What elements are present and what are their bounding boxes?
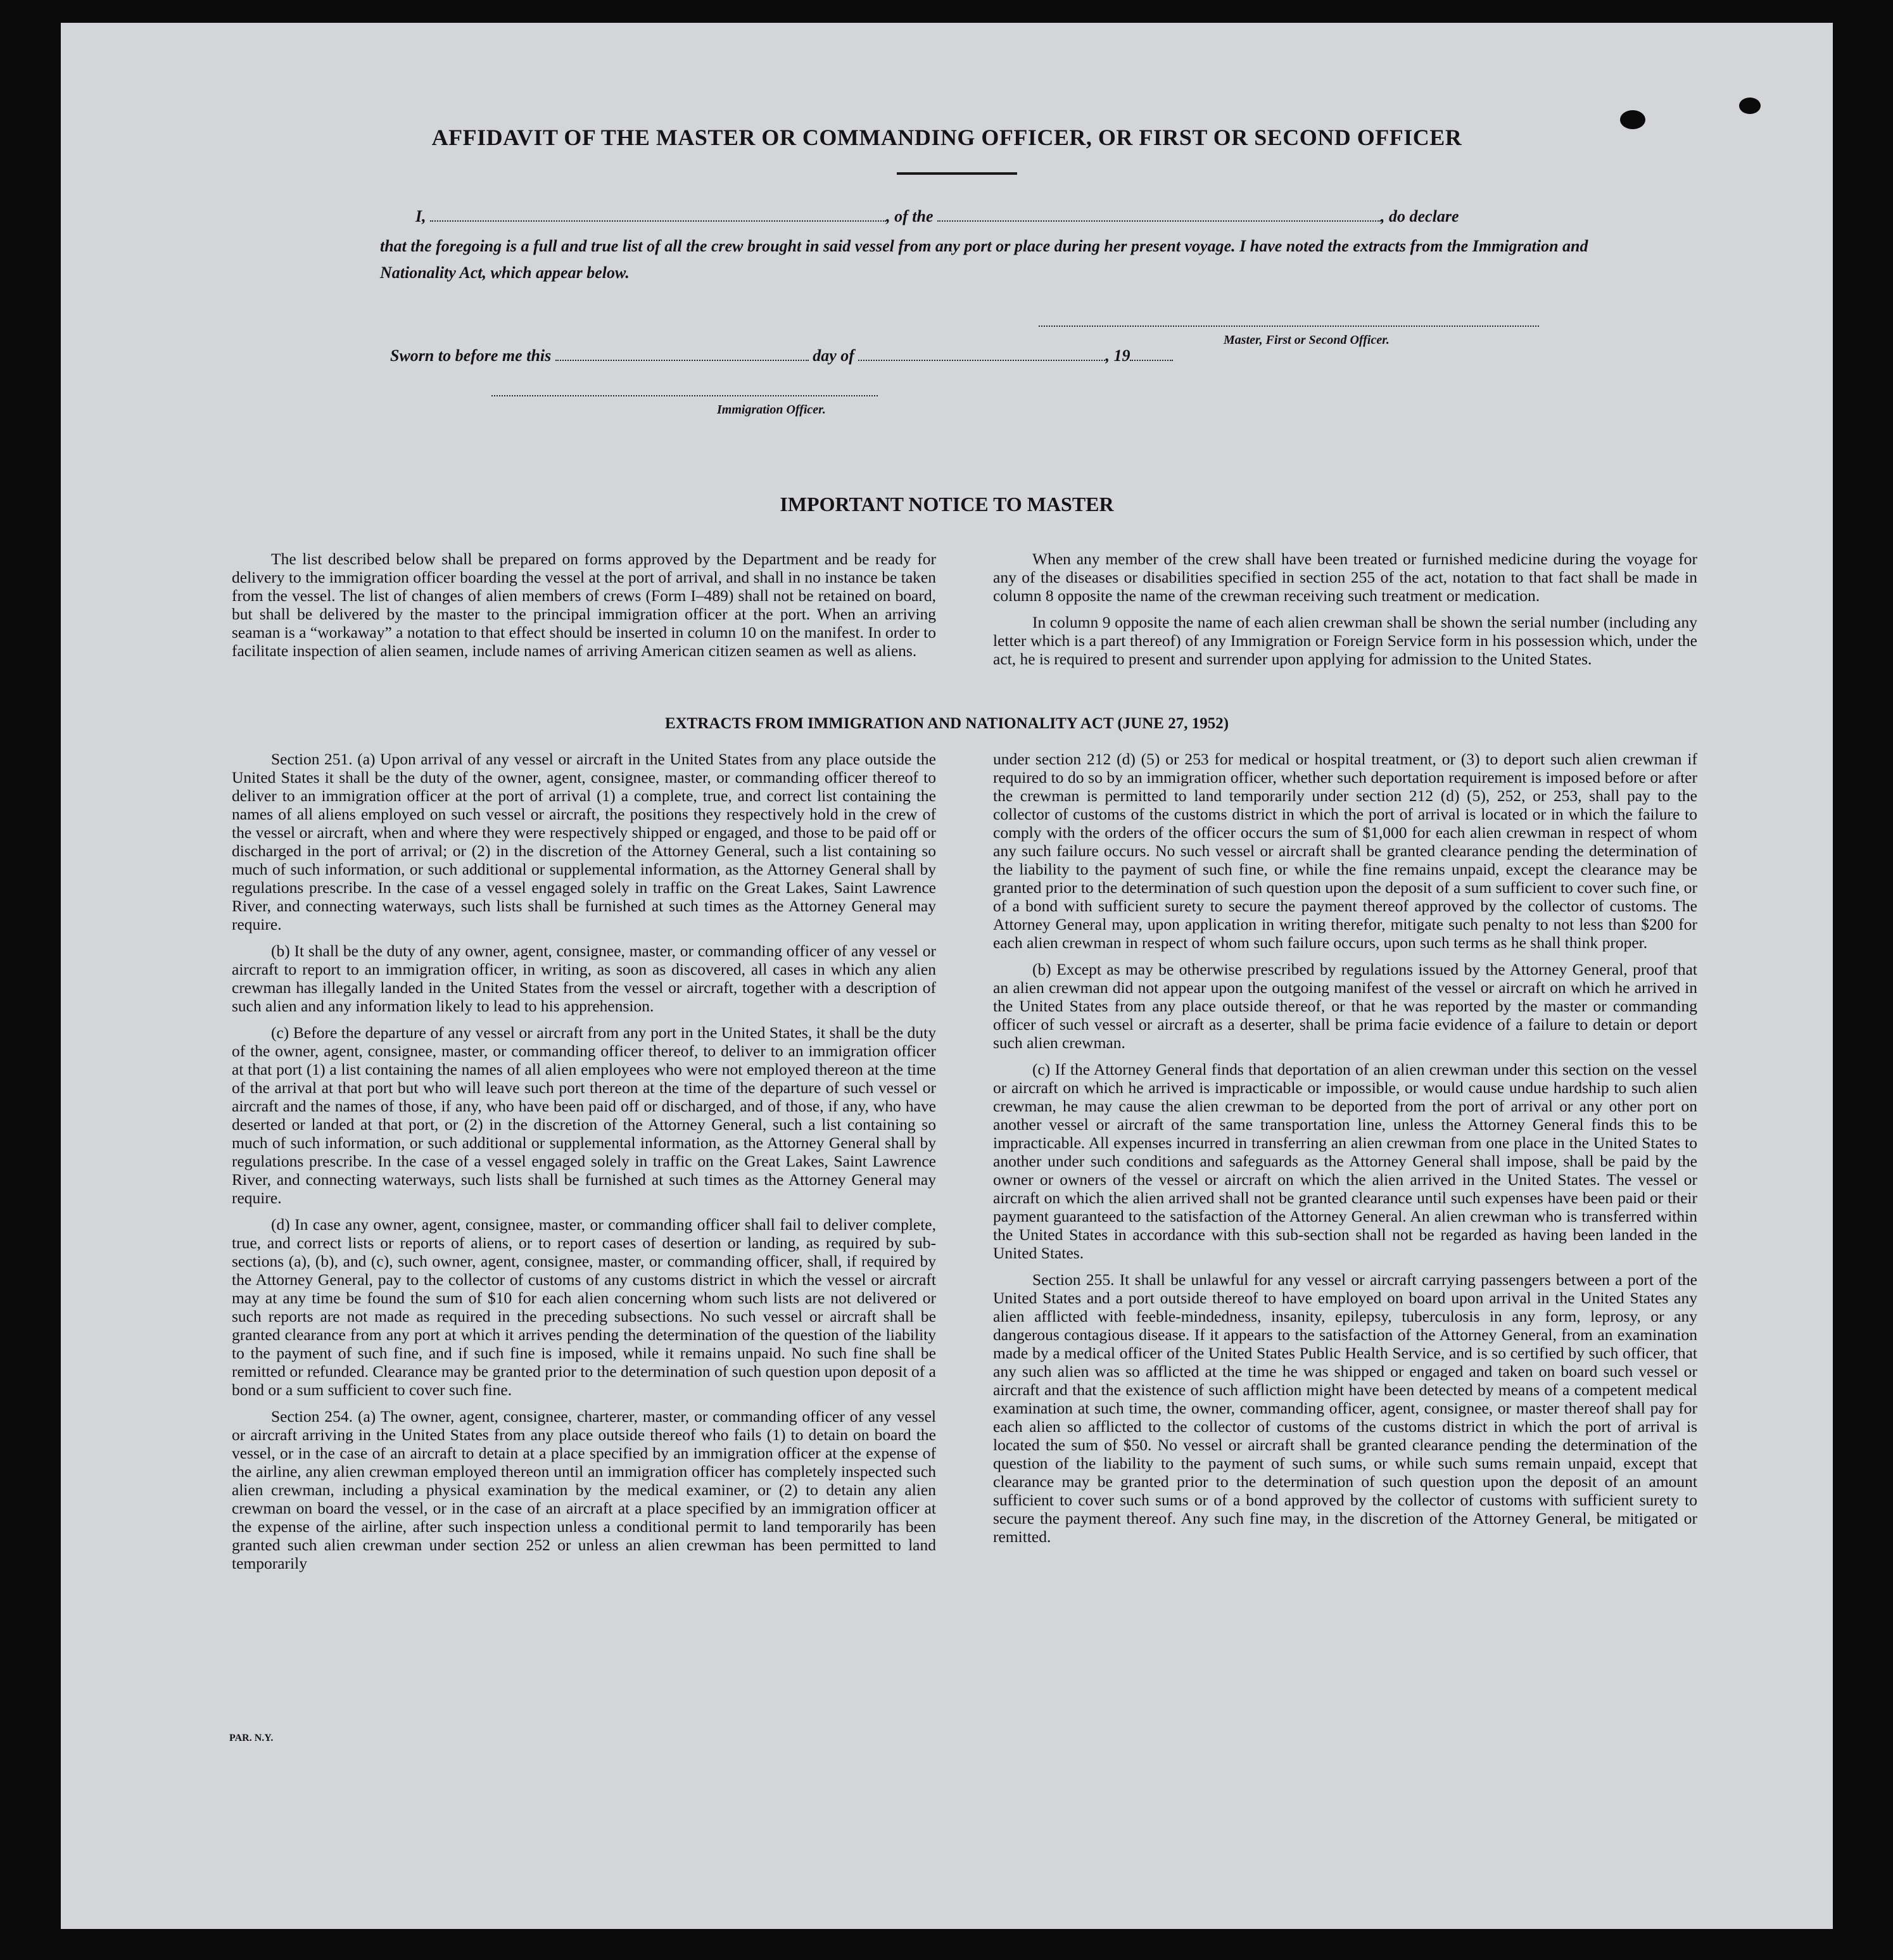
of-the-label: , of the: [886, 207, 934, 225]
extracts-left-column: [232, 750, 936, 1581]
section-251c: (c) Before the departure of any vessel or aircraft from any port in the United States, it shall be the duty of the owner, agent, consignee, master, or commanding officer thereof, to deliver to an immigration officer at that port (1) a list containing the names of all alien employees who were not employed thereon at the time of the arrival at that port but who will leave such port thereon at the time of the departure of such vessel or aircraft and the names of those, if any, who have been paid off or discharged, and of those, if any, who have deserted or landed at that port, or (2) in the discretion of the Attorney General, such a list containing so much of such information, or such additional or supplemental information, as the Attorney General shall by regulations prescribe. In the case of a vessel engaged solely in traffic on the Great Lakes, Saint Lawrence River, and connecting waterways, such lists shall be furnished at such times as the Attorney General may require.: [232, 1023, 936, 1207]
day-of-label: day of: [813, 346, 854, 365]
declaration-text: that the foregoing is a full and true list of all the crew brought in said vessel from any port or place during her present voyage. I have noted the extracts from the Immigration and Nationality Act, which appear below.: [380, 237, 1588, 282]
section-254b: (b) Except as may be otherwise prescribed by regulations issued by the Attorney General, proof that an alien crewman did not appear upon the outgoing manifest of the vessel or aircraft on which he arrived in the United States from any place outside thereof, or that he was reported by the master or commanding officer of such vessel or aircraft as a deserter, shall be prima facie evidence of a failure to detain or deport such alien crewman.: [993, 960, 1697, 1052]
notice-title: IMPORTANT NOTICE TO MASTER: [780, 493, 1114, 515]
sworn-month-field[interactable]: [858, 346, 1105, 361]
section-251b: (b) It shall be the duty of any owner, agent, consignee, master, or commanding officer of any vessel or aircraft to report to an immigration officer, in writing, as soon as discovered, all cases in which any alien crewman has illegally landed in the United States from the vessel or aircraft, together with a description of such alien and any information likely to lead to his apprehension.: [232, 942, 936, 1015]
immigration-officer-label: Immigration Officer.: [717, 403, 826, 417]
sworn-label: Sworn to before me this: [390, 346, 552, 365]
declarant-line: [415, 206, 1459, 226]
section-255: Section 255. It shall be unlawful for any vessel or aircraft carrying passengers between a port of the United States and a port outside thereof to have employed on board upon arrival in the United States any alien afflicted with feeble-mindedness, insanity, epilepsy, tuberculosis in any form, leprosy, or any dangerous contagious disease. If it appears to the satisfaction of the Attorney General, from an examination made by a medical officer of the United States Public Health Service, and is so certified by such officer, that any such alien was so afflicted at the time he was shipped or engaged and taken on board such vessel or aircraft and that the existence of such affliction might have been detected by means of a competent medical examination at such time, the owner, commanding officer, agent, consignee, or master thereof shall pay for each alien so afflicted to the collector of customs of the customs district in which the port of arrival is located the sum of $50. No vessel or aircraft shall be granted clearance pending the determination of the question of the liability to the payment of such sums, or while such sums remain unpaid, except that clearance may be granted prior to the determination of such question upon the deposit of an amount sufficient to cover such sums or of a bond approved by the collector of customs with sufficient surety to secure the payment thereof. Any such fine may, in the discretion of the Attorney General, be mitigated or remitted.: [993, 1270, 1697, 1546]
year-label: , 19: [1105, 346, 1130, 365]
section-251d: (d) In case any owner, agent, consignee, master, or commanding officer shall fail to deliver complete, true, and correct lists or reports of aliens, or to report cases of desertion or landing, as required by sub-sections (a), (b), and (c), such owner, agent, consignee, master, or commanding officer, shall, if required by the Attorney General, pay to the collector of customs of any customs district in which the vessel or aircraft may at any time be found the sum of $10 for each alien concerning whom such lists are not delivered or such reports are not made as required in the preceding subsections. No such vessel or aircraft shall be granted clearance from any port at which it arrives pending the determination of the question of the liability to the payment of such fine, and if such fine is imposed, while it remains unpaid. No such fine shall be remitted or refunded. Clearance may be granted prior to the determination of such question upon deposit of a bond or a sum sufficient to cover such fine.: [232, 1215, 936, 1399]
vessel-name-field[interactable]: [937, 206, 1381, 222]
sworn-year-field[interactable]: [1130, 346, 1173, 361]
declarant-name-field[interactable]: [430, 206, 886, 222]
sworn-line: [390, 346, 1173, 365]
ink-blot: [1739, 98, 1761, 114]
notice-right-column: [993, 550, 1697, 676]
master-signature-label: Master, First or Second Officer.: [1224, 333, 1390, 347]
section-254a-part1: Section 254. (a) The owner, agent, consignee, charterer, master, or commanding officer of any vessel or aircraft arriving in the United States from any place outside thereof who fails (1) to detain on board the vessel, or in the case of an aircraft to detain at a place specified by an immigration officer at the expense of the airline, any alien crewman employed thereon until an immigration officer has completely inspected such alien crewman, including a physical examination by the medical examiner, or (2) to detain any alien crewman on board the vessel, or in the case of an aircraft at a place specified by an immigration officer at the expense of the airline, after such inspection unless a conditional permit to land temporarily has been granted such alien crewman under section 252 or unless an alien crewman has been permitted to land temporarily: [232, 1407, 936, 1572]
do-declare-label: , do declare: [1381, 207, 1459, 225]
document-page: [61, 23, 1833, 1929]
affidavit-title: AFFIDAVIT OF THE MASTER OR COMMANDING OFFICER, OR FIRST OR SECOND OFFICER: [431, 125, 1462, 150]
sworn-day-field[interactable]: [555, 346, 809, 361]
master-signature-field[interactable]: [1039, 326, 1539, 327]
immigration-officer-signature-field[interactable]: [491, 395, 878, 396]
title-divider: [897, 172, 1017, 175]
extracts-title: EXTRACTS FROM IMMIGRATION AND NATIONALITY ACT (JUNE 27, 1952): [664, 715, 1229, 732]
notice-paragraph: When any member of the crew shall have been treated or furnished medicine during the voyage for any of the diseases or disabilities specified in section 255 of the act, notation to that fact shall be made in column 8 opposite the name of the crewman receiving such treatment or medication.: [993, 550, 1697, 605]
extracts-right-column: [993, 750, 1697, 1554]
printer-mark: PAR. N.Y.: [229, 1733, 274, 1743]
ink-blot: [1620, 110, 1645, 129]
section-254a-part2: under section 212 (d) (5) or 253 for medical or hospital treatment, or (3) to deport such alien crewman if required to do so by an immigration officer, whether such deportation requirement is imposed before or after the crewman is permitted to land temporarily under section 212 (d) (5), 252, or 253, shall pay to the collector of customs of the customs district in which the port of arrival is located or in which the failure to comply with the orders of the officer occurs the sum of $1,000 for each alien crewman in respect of whom any such failure occurs. No such vessel or aircraft shall be granted clearance pending the determination of the liability to the payment of such fine, or while the fine remains unpaid, except the clearance may be granted prior to the determination of such question upon the deposit of a sum sufficient to cover such fine, or of a bond with sufficient surety to secure the payment thereof approved by the collector of customs. The Attorney General may, upon application in writing therefor, mitigate such penalty to not less than $200 for each alien crewman in respect of whom such failure occurs, upon such terms as he shall think proper.: [993, 750, 1697, 952]
notice-left-column: [232, 550, 936, 668]
section-254c: (c) If the Attorney General finds that deportation of an alien crewman under this section on the vessel or aircraft on which he arrived is impracticable or impossible, or would cause undue hardship to such alien crewman, he may cause the alien crewman to be deported from the port of arrival or any other port on another vessel or aircraft of the same transportation line, unless the Attorney General finds this to be impracticable. All expenses incurred in transferring an alien crewman from one place in the United States to another under such conditions and safeguards as the Attorney General shall impose, shall be paid by the owner or owners of the vessel or aircraft on which the alien arrived in the United States. The vessel or aircraft on which the alien arrived shall not be granted clearance until such expenses have been paid or their payment guaranteed to the satisfaction of the Attorney General. An alien crewman who is transferred within the United States in accordance with this sub-section shall not be regarded as having been landed in the United States.: [993, 1060, 1697, 1262]
i-label: I,: [415, 207, 426, 225]
notice-paragraph: The list described below shall be prepared on forms approved by the Department and be ready for delivery to the immigration officer boarding the vessel at the port of arrival, and shall in no instance be taken from the vessel. The list of changes of alien members of crews (Form I–489) shall not be retained on board, but shall be delivered by the master to the principal immigration officer at the port. When an arriving seaman is a “workaway” a notation to that effect should be inserted in column 10 on the manifest. In order to facilitate inspection of alien seamen, include names of arriving American citizen seamen as well as aliens.: [232, 550, 936, 660]
notice-paragraph: In column 9 opposite the name of each alien crewman shall be shown the serial number (including any letter which is a part thereof) of any Immigration or Foreign Service form in his possession which, under the act, he is required to present and surrender upon applying for admission to the United States.: [993, 613, 1697, 668]
section-251a: Section 251. (a) Upon arrival of any vessel or aircraft in the United States from any place outside the United States it shall be the duty of the owner, agent, consignee, master, or commanding officer thereof to deliver to an immigration officer at the port of arrival (1) a complete, true, and correct list containing the names of all aliens employed on such vessel or aircraft, the positions they respectively hold in the crew of the vessel or aircraft, when and where they were respectively shipped or engaged, and those to be paid off or discharged in the port of arrival; or (2) in the discretion of the Attorney General, such a list containing so much of such information, or such additional or supplemental information, as the Attorney General shall by regulations prescribe. In the case of a vessel engaged solely in traffic on the Great Lakes, Saint Lawrence River, and connecting waterways, such lists shall be furnished at such times as the Attorney General may require.: [232, 750, 936, 933]
